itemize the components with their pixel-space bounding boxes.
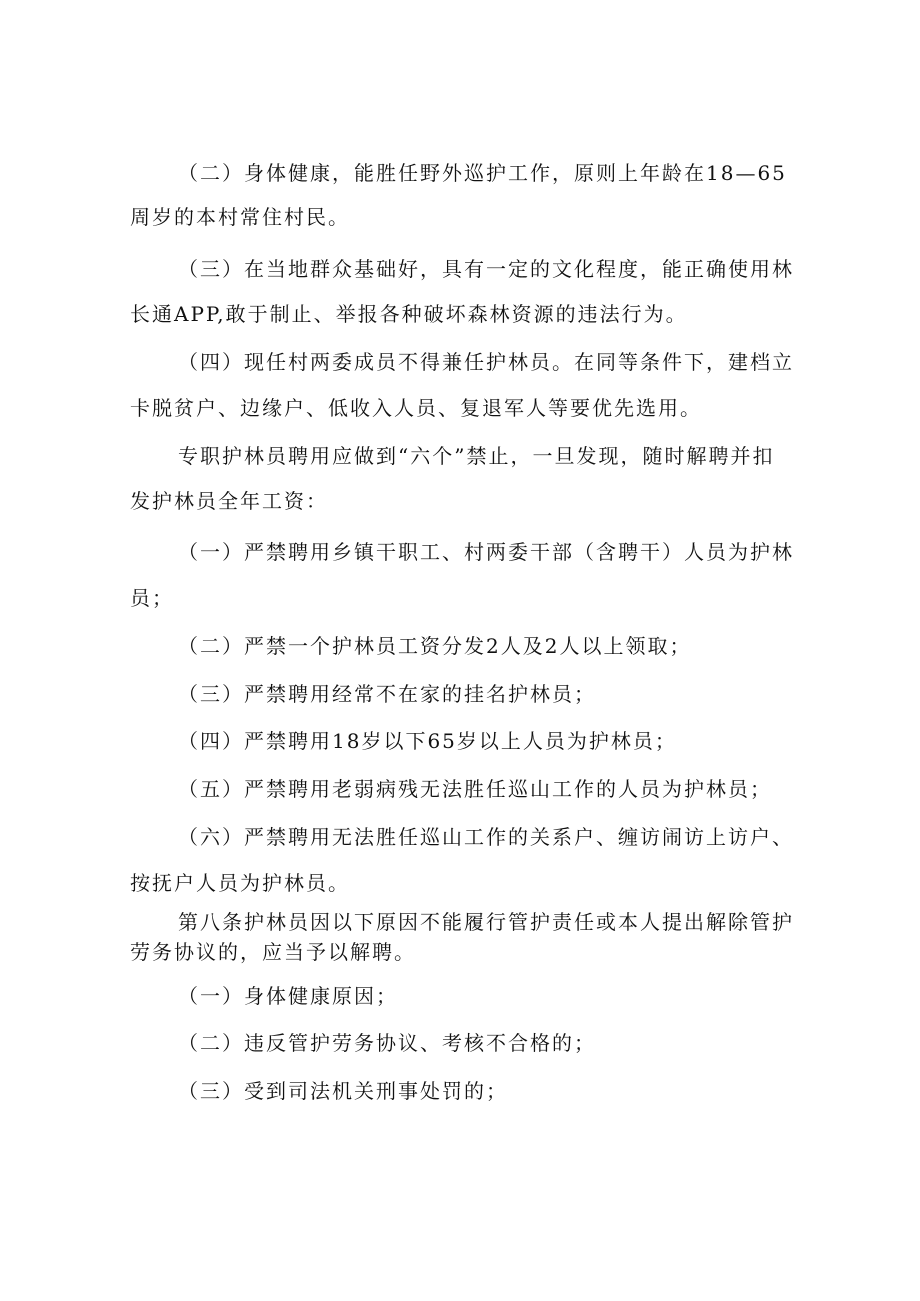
paragraph-line: 劳务协议的，应当予以解聘。 (130, 940, 416, 964)
paragraph-line: （一）身体健康原因； (178, 984, 398, 1008)
paragraph-line: （三）在当地群众基础好，具有一定的文化程度，能正确使用林 (178, 257, 794, 281)
paragraph-line: （四）现任村两委成员不得兼任护林员。在同等条件下，建档立 (178, 350, 794, 374)
paragraph-line: （二）身体健康，能胜任野外巡护工作，原则上年龄在18—65 (178, 161, 787, 185)
paragraph-line: 发护林员全年工资： (130, 489, 328, 513)
paragraph-line: （五）严禁聘用老弱病残无法胜任巡山工作的人员为护林员； (178, 777, 772, 801)
paragraph-line: （二）严禁一个护林员工资分发2人及2人以上领取； (178, 634, 692, 658)
paragraph-line: （六）严禁聘用无法胜任巡山工作的关系户、缠访闹访上访户、 (178, 825, 794, 849)
paragraph-line: 长通APP,敢于制止、举报各种破坏森林资源的违法行为。 (130, 302, 688, 326)
paragraph-line: （一）严禁聘用乡镇干职工、村两委干部（含聘干）人员为护林 (178, 540, 794, 564)
paragraph-line: 员； (130, 586, 174, 610)
paragraph-line: （二）违反管护劳务协议、考核不合格的； (178, 1031, 596, 1055)
paragraph-line: （三）受到司法机关刑事处罚的； (178, 1079, 508, 1103)
paragraph-line: 按抚户人员为护林员。 (130, 871, 350, 895)
paragraph-line: 第八条护林员因以下原因不能履行管护责任或本人提出解除管护 (178, 910, 794, 934)
paragraph-line: 卡脱贫户、边缘户、低收入人员、复退军人等要优先选用。 (130, 396, 702, 420)
paragraph-line: （四）严禁聘用18岁以下65岁以上人员为护林员； (178, 729, 677, 753)
paragraph-line: （三）严禁聘用经常不在家的挂名护林员； (178, 682, 596, 706)
paragraph-line: 周岁的本村常住村民。 (130, 205, 350, 229)
paragraph-line: 专职护林员聘用应做到“六个”禁止，一旦发现，随时解聘并扣 (178, 444, 775, 468)
